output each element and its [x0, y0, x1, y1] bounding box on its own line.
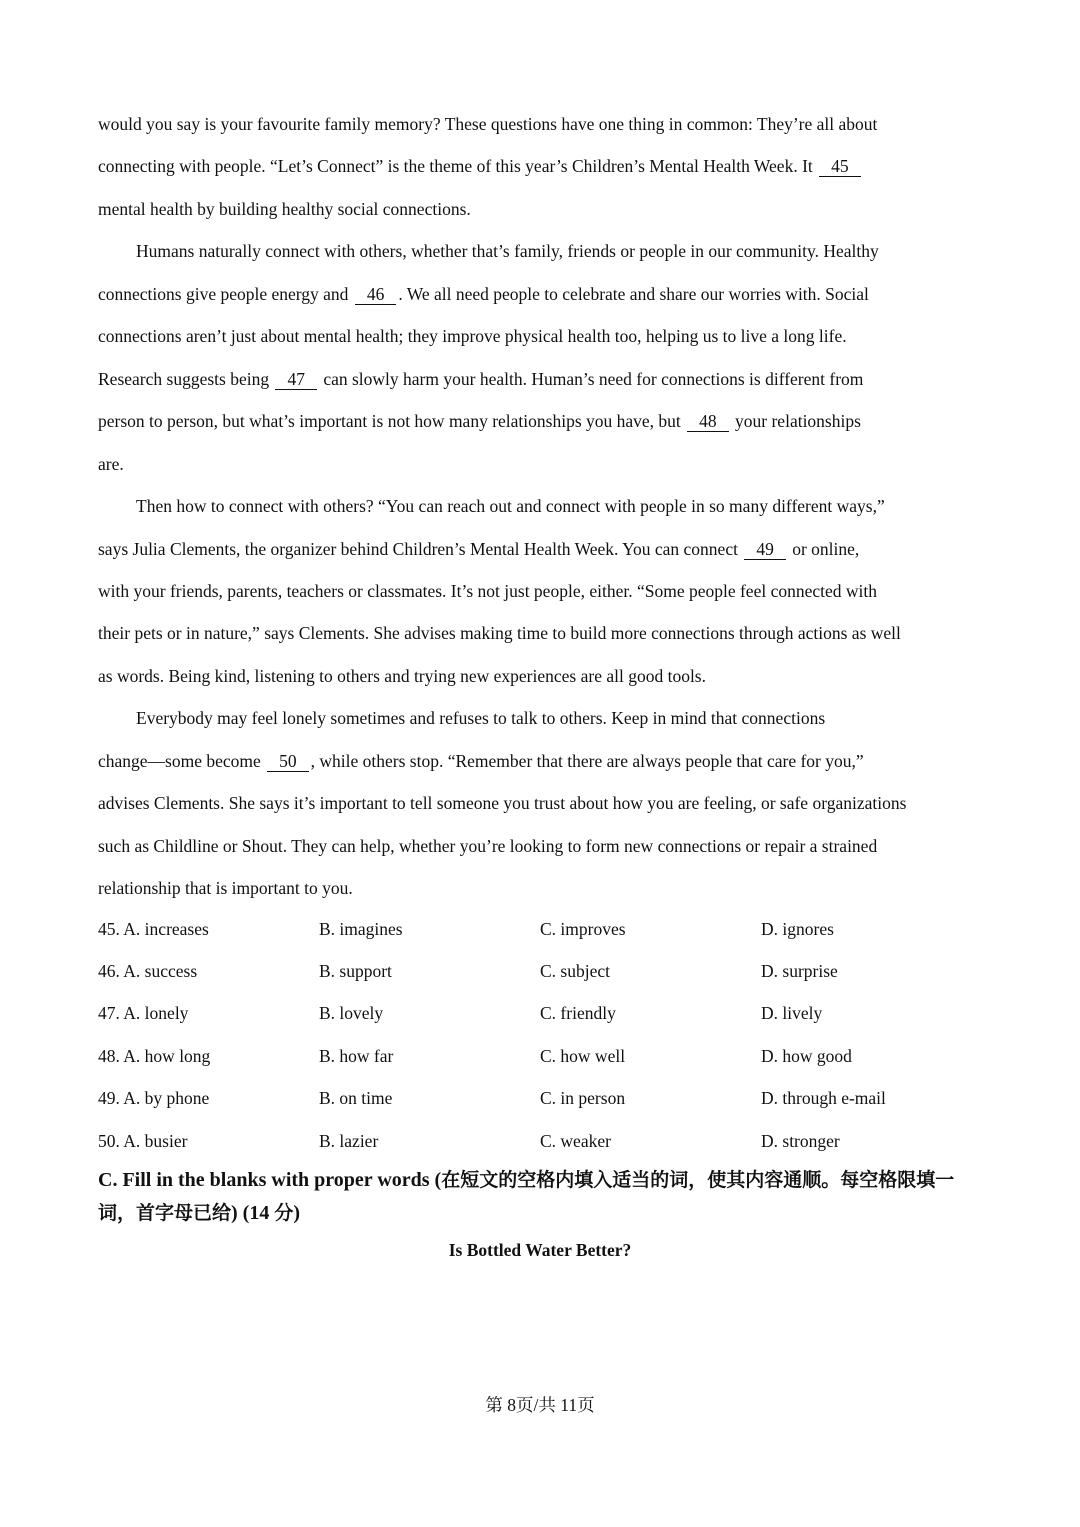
- passage-line-18: such as Childline or Shout. They can help, whether you’re looking to form new connections or repair a strained: [98, 836, 878, 856]
- question-46: 46. A. success B. support C. subject D. surprise: [98, 961, 838, 981]
- passage-line-2: connecting with people. “Let’s Connect” is the theme of this year’s Children’s Mental Health Week. It 45: [98, 154, 863, 178]
- passage-line-4: Humans naturally connect with others, whether that’s family, friends or people in our community. Healthy: [136, 241, 879, 261]
- passage-line-16: change—some become 50 , while others stop. “Remember that there are always people that care for you,”: [98, 751, 864, 771]
- passage-line-15: Everybody may feel lonely sometimes and refuses to talk to others. Keep in mind that connections: [136, 708, 826, 728]
- question-50: 50. A. busier B. lazier C. weaker D. stronger: [98, 1131, 840, 1151]
- passage-line-17: advises Clements. She says it’s important to tell someone you trust about how you are feeling, or safe organizations: [98, 793, 907, 813]
- passage-line-5: connections give people energy and 46 . We all need people to celebrate and share our worries with. Social: [98, 284, 869, 304]
- passage-line-10: Then how to connect with others? “You can reach out and connect with people in so many different ways,”: [136, 496, 885, 516]
- blank-47: 47: [275, 369, 317, 390]
- passage-line-19: relationship that is important to you.: [98, 878, 353, 898]
- passage-line-14: as words. Being kind, listening to others and trying new experiences are all good tools.: [98, 666, 706, 686]
- blank-48: 48: [687, 411, 729, 432]
- section-c-heading: C. Fill in the blanks with proper words (在短文的空格内填入适当的词，使其内容通顺。每空格限填一词，首字母已给) (14 分): [98, 1169, 955, 1224]
- blank-45: 45: [819, 156, 861, 177]
- passage-line-8: person to person, but what’s important is not how many relationships you have, but 48 your relationships: [98, 411, 861, 431]
- blank-50: 50: [267, 751, 309, 772]
- question-49: 49. A. by phone B. on time C. in person D. through e-mail: [98, 1088, 886, 1108]
- passage-line-9: are.: [98, 454, 124, 474]
- passage-line-7: Research suggests being 47 can slowly harm your health. Human’s need for connections is different from: [98, 369, 864, 389]
- passage-line-13: their pets or in nature,” says Clements. She advises making time to build more connections through actions as well: [98, 623, 901, 643]
- passage-line-12: with your friends, parents, teachers or classmates. It’s not just people, either. “Some people feel connected with: [98, 581, 877, 601]
- blank-49: 49: [744, 539, 786, 560]
- passage-line-6: connections aren’t just about mental health; they improve physical health too, helping us to live a long life.: [98, 326, 847, 346]
- page-number-footer: 第 8页/共 11页: [485, 1395, 595, 1415]
- blank-46: 46: [355, 284, 397, 305]
- passage-line-3: mental health by building healthy social connections.: [98, 199, 471, 219]
- passage-line-1: would you say is your favourite family memory? These questions have one thing in common: They’re all about: [98, 114, 878, 134]
- passage-line-11: says Julia Clements, the organizer behind Children’s Mental Health Week. You can connect 49 or online,: [98, 539, 860, 559]
- passage-title: Is Bottled Water Better?: [448, 1240, 632, 1260]
- question-47: 47. A. lonely B. lovely C. friendly D. lively: [98, 1003, 823, 1023]
- question-45: 45. A. increases B. imagines C. improves D. ignores: [98, 919, 834, 939]
- question-48: 48. A. how long B. how far C. how well D. how good: [98, 1046, 852, 1066]
